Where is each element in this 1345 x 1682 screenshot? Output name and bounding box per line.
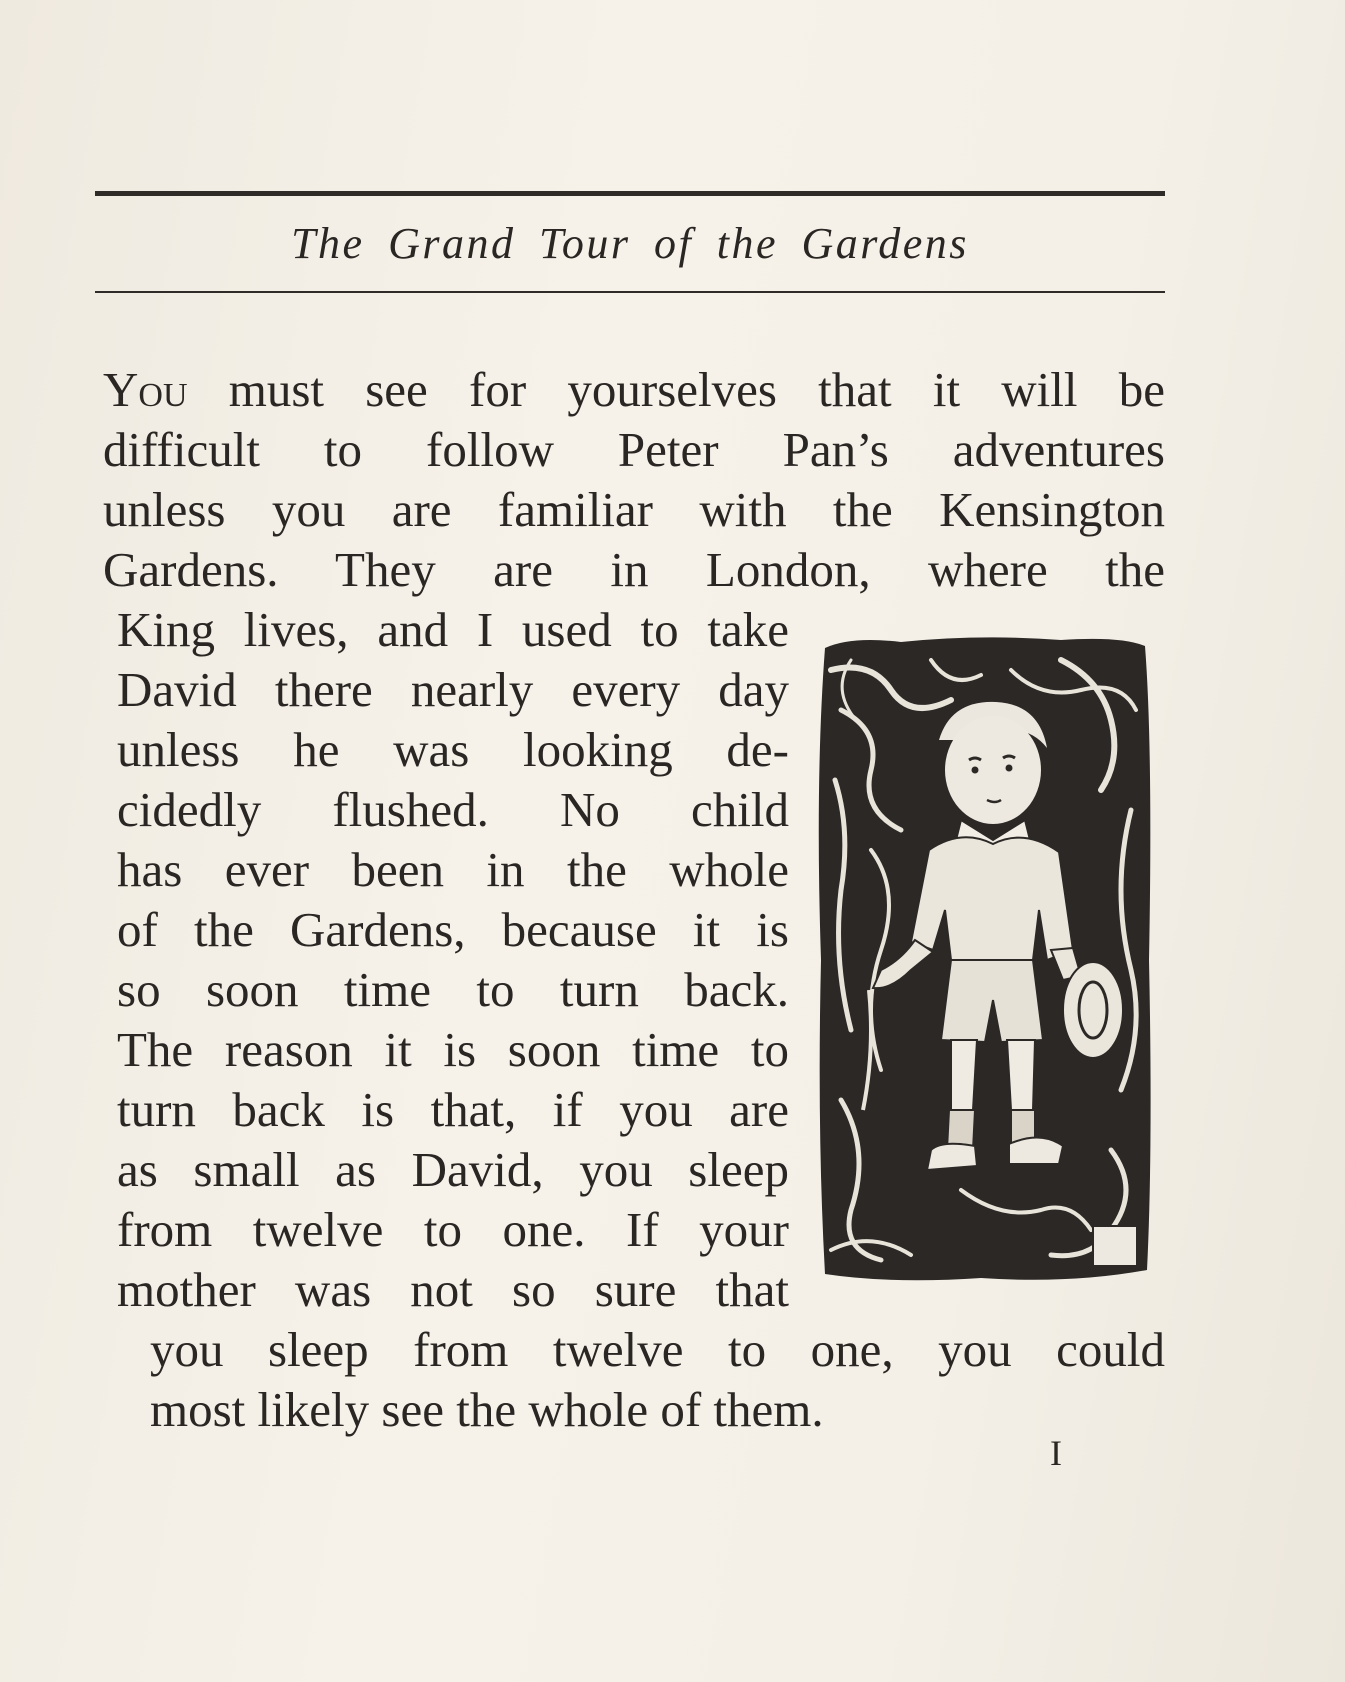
text-line: The reason it is soon time to: [117, 1022, 789, 1077]
opening-word: You: [103, 362, 188, 417]
text-line: so soon time to turn back.: [117, 962, 789, 1017]
header-top-rule: [95, 191, 1165, 196]
text-line: David there nearly every day: [117, 662, 789, 717]
paragraph-opening: [103, 360, 1165, 600]
text-line: unless he was looking de-: [117, 722, 789, 777]
running-header: The Grand Tour of the Gardens: [291, 219, 969, 268]
text-line: as small as David, you sleep: [117, 1142, 789, 1197]
text-line: King lives, and I used to take: [117, 602, 789, 657]
text-line-last: most likely see the whole of them.: [150, 1382, 824, 1437]
text-line: Gardens. They are in London, where the: [103, 542, 1165, 597]
header-bottom-rule: [95, 291, 1165, 293]
text-line: mother was not so sure that: [117, 1262, 789, 1317]
artist-monogram: [1093, 1226, 1137, 1266]
page-number: I: [1050, 1433, 1062, 1473]
woodcut-illustration-boy: [811, 630, 1157, 1290]
text-line: turn back is that, if you are: [117, 1082, 789, 1137]
text-line: You must see for yourselves that it will be: [103, 362, 1165, 417]
paragraph-wrapped-column: [117, 600, 789, 1320]
text-line: cidedly flushed. No child: [117, 782, 789, 837]
text-line: has ever been in the whole: [117, 842, 789, 897]
text-line: difficult to follow Peter Pan’s adventures: [103, 422, 1165, 477]
text-line: of the Gardens, because it is: [117, 902, 789, 957]
paragraph-tail: [150, 1320, 1165, 1440]
text-line: from twelve to one. If your: [117, 1202, 789, 1257]
text-line: unless you are familiar with the Kensington: [103, 482, 1165, 537]
text-line: you sleep from twelve to one, you could: [150, 1322, 1165, 1377]
